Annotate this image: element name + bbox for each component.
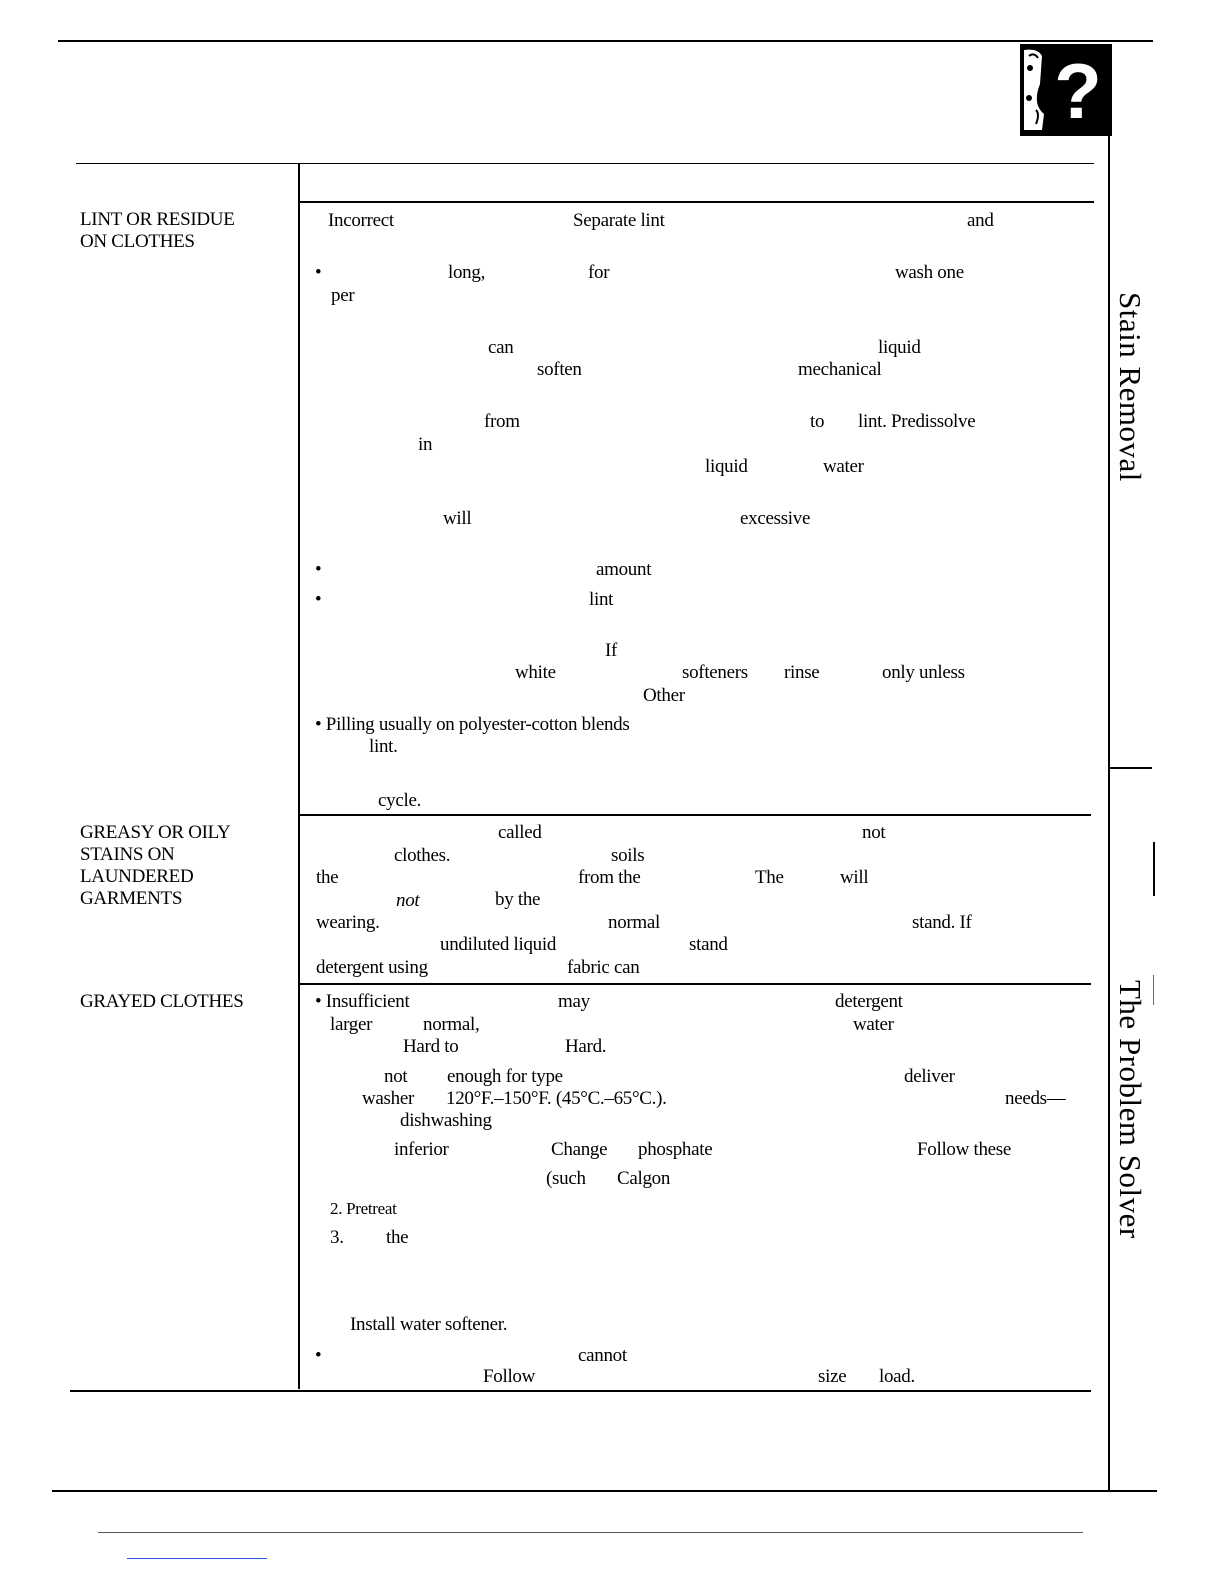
side-tab-problem-solver: The Problem Solver [1113, 980, 1148, 1239]
solution-text: • Insufficient [315, 991, 410, 1012]
solution-text: by the [495, 889, 541, 910]
solution-text: lint. [369, 736, 398, 757]
solution-text: not [384, 1066, 408, 1087]
solution-text: normal, [423, 1014, 480, 1035]
solution-text: from the [578, 867, 641, 888]
solution-text: wash one [895, 262, 964, 283]
solution-text: (such [546, 1168, 586, 1189]
solution-text: to [810, 411, 825, 432]
solution-text: Other [643, 685, 685, 706]
solution-text: needs— [1005, 1088, 1066, 1109]
solution-text: lint. Predissolve [858, 411, 976, 432]
solution-text: 2. Pretreat [330, 1199, 397, 1218]
solution-text: soften [537, 359, 582, 380]
solution-text: Separate lint [573, 210, 665, 231]
solution-text: per [331, 285, 355, 306]
solution-text: soils [611, 845, 645, 866]
solution-text: If [605, 640, 618, 661]
solution-text: can [488, 337, 514, 358]
solution-text: in [418, 434, 433, 455]
table-bottom [70, 1390, 1091, 1392]
svg-text:?: ? [1054, 47, 1102, 135]
solution-text: mechanical [798, 359, 882, 380]
solution-text: for [588, 262, 610, 283]
problem-grayed-clothes: GRAYED CLOTHES [80, 991, 244, 1012]
solution-text: stand [689, 934, 728, 955]
solution-text: Follow these [917, 1139, 1012, 1160]
solution-text: detergent [835, 991, 903, 1012]
solution-text: not [396, 890, 420, 911]
row-divider-2 [300, 983, 1091, 985]
solution-text: liquid [878, 337, 921, 358]
solution-text: liquid [705, 456, 748, 477]
side-tab-mark [1153, 842, 1155, 896]
solution-text: may [558, 991, 590, 1012]
problem-greasy-stains: GREASY OR OILY STAINS ON LAUNDERED GARMENTS [80, 822, 231, 909]
bullet: • [315, 559, 322, 580]
solution-text: rinse [784, 662, 820, 683]
solution-text: long, [448, 262, 486, 283]
bottom-rule [52, 1490, 1157, 1492]
solution-text: amount [596, 559, 652, 580]
problem-lint-residue: LINT OR RESIDUE ON CLOTHES [80, 209, 235, 252]
solution-text: cannot [578, 1345, 627, 1366]
row-divider-1 [300, 814, 1091, 816]
solution-text: cycle. [378, 790, 422, 811]
solution-text: not [862, 822, 886, 843]
solution-text: normal [608, 912, 661, 933]
solution-text: phosphate [638, 1139, 713, 1160]
solution-text: washer [362, 1088, 415, 1109]
solution-text: larger [330, 1014, 373, 1035]
footer-link-underline [127, 1558, 267, 1559]
solution-text: stand. If [912, 912, 972, 933]
footer-rule [98, 1532, 1083, 1533]
top-rule [58, 40, 1153, 42]
solution-text: wearing. [316, 912, 380, 933]
solution-text: Hard to [403, 1036, 459, 1057]
solution-text: will [840, 867, 869, 888]
solution-text: white [515, 662, 556, 683]
solution-text: only unless [882, 662, 965, 683]
solution-text: Calgon [617, 1168, 671, 1189]
table-header-bottom [300, 201, 1094, 203]
solution-text: fabric can [567, 957, 640, 978]
solution-text: Change [551, 1139, 608, 1160]
solution-text: detergent using [316, 957, 428, 978]
solution-text: called [498, 822, 542, 843]
bullet: • [315, 589, 322, 610]
solution-text: • Pilling usually on polyester-cotton blends [315, 714, 630, 735]
solution-text: load. [879, 1366, 915, 1387]
side-tab-stain-removal: Stain Removal [1113, 292, 1148, 482]
solution-text: inferior [394, 1139, 449, 1160]
solution-text: clothes. [394, 845, 451, 866]
solution-text: softeners [682, 662, 748, 683]
solution-text: dishwashing [400, 1110, 492, 1131]
solution-text: Install water softener. [350, 1314, 508, 1335]
bullet: • [315, 1345, 322, 1366]
solution-text: undiluted liquid [440, 934, 557, 955]
solution-text: water [853, 1014, 894, 1035]
solution-text: enough for type [447, 1066, 563, 1087]
solution-text: 120°F.–150°F. (45°C.–65°C.). [446, 1088, 667, 1109]
solution-text: the [316, 867, 339, 888]
solution-text: will [443, 508, 472, 529]
solution-text: and [967, 210, 994, 231]
table-header-top [76, 163, 1094, 164]
solution-text: Follow [483, 1366, 536, 1387]
solution-text: 3. [330, 1227, 344, 1248]
question-icon [1020, 44, 1112, 136]
solution-text: The [755, 867, 784, 888]
solution-text: Hard. [565, 1036, 607, 1057]
solution-text: deliver [904, 1066, 955, 1087]
solution-text: from [484, 411, 520, 432]
solution-text: water [823, 456, 864, 477]
solution-text: the [386, 1227, 409, 1248]
solution-text: lint [589, 589, 614, 610]
solution-text: Incorrect [328, 210, 394, 231]
table-column-divider [298, 163, 300, 1389]
solution-text: size [818, 1366, 847, 1387]
side-tab-mark-2 [1153, 975, 1154, 1005]
solution-text: excessive [740, 508, 811, 529]
bullet: • [315, 262, 322, 283]
side-tab-divider [1108, 767, 1152, 769]
